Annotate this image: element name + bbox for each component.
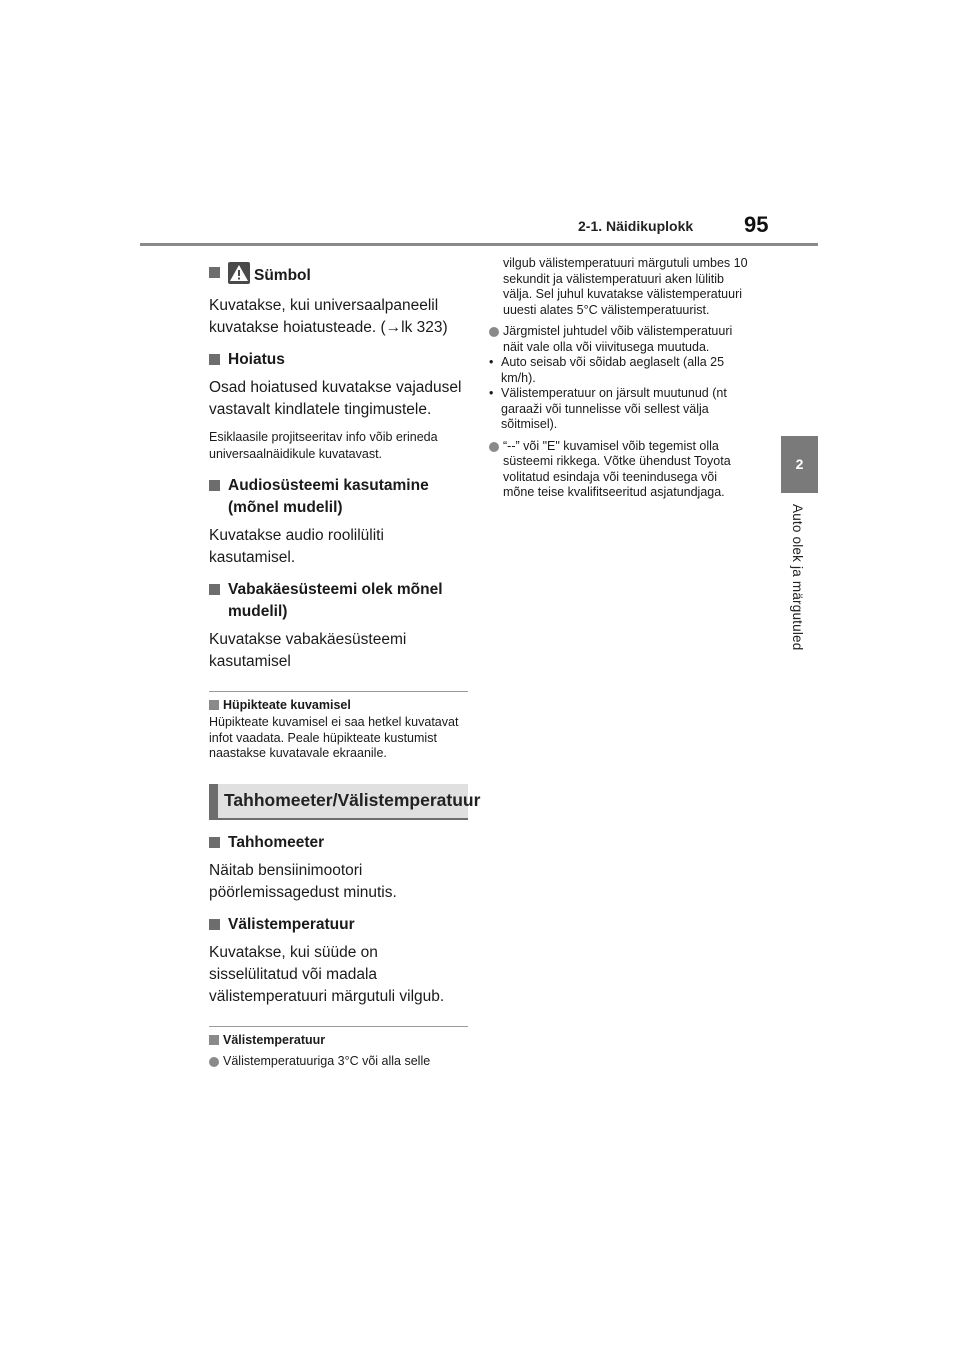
dash-bullet-icon: • xyxy=(489,386,494,400)
square-bullet-icon xyxy=(209,700,219,710)
handsfree-heading-text: Vabakäesüsteemi olek mõnel mudelil) xyxy=(228,581,443,620)
square-bullet-icon xyxy=(209,267,220,278)
popup-note-heading-text: Hüpikteate kuvamisel xyxy=(223,698,351,712)
hoiatus-heading xyxy=(209,349,468,371)
left-column xyxy=(209,262,481,1069)
square-bullet-icon xyxy=(209,480,220,491)
chapter-tab: 2 xyxy=(781,436,818,493)
tacho-heading xyxy=(209,832,468,854)
square-bullet-icon xyxy=(209,1035,219,1045)
note-bullet-text: “--” või "E" kuvamisel võib tegemist olla süsteemi rikkega. Võtke ühendust Toyota volitatud esindaja või teenindusega või mõne teise kvalifitseeritud asjatundjaga. xyxy=(503,438,731,499)
page-number: 95 xyxy=(744,212,769,237)
dash-item xyxy=(489,355,751,386)
section-label: 2-1. Näidikuplokk xyxy=(578,218,694,234)
section-banner: Tahhomeeter/Välistemperatuur xyxy=(209,784,468,820)
note-divider xyxy=(209,1026,468,1027)
dash-bullet-icon: • xyxy=(489,355,494,369)
square-bullet-icon xyxy=(209,354,220,365)
header-divider xyxy=(140,243,818,246)
warning-icon xyxy=(228,262,250,284)
hoiatus-text: Osad hoiatused kuvatakse vajadusel vastavalt kindlatele tingimustele. xyxy=(209,379,462,418)
dash-item-text: Välistemperatuur on järsult muutunud (nt garaaži või tunnelisse või sellest välja sõitmisel). xyxy=(501,386,727,431)
handsfree-heading xyxy=(209,579,468,623)
popup-note-heading xyxy=(209,697,468,713)
dash-item-text: Auto seisab või sõidab aeglaselt (alla 25 km/h). xyxy=(501,355,725,385)
note-divider xyxy=(209,691,468,692)
continued-text: vilgub välistemperatuuri märgutuli umbes 10 sekundit ja välistemperatuuri aken lülitib välja. Sel juhul kuvatakse välistemperatuuri uuesti alates 5°C välistemperatuurist. xyxy=(503,256,748,317)
symbol-text: Kuvatakse, kui universaalpaneelil kuvatakse hoiatusteade. (→lk 323) xyxy=(209,297,448,336)
temp-heading xyxy=(209,914,468,936)
circle-bullet-icon xyxy=(209,1057,219,1067)
handsfree-text: Kuvatakse vabakäesüsteemi kasutamisel xyxy=(209,631,407,670)
temp-heading-text: Välistemperatuur xyxy=(228,915,355,933)
temp-note-heading xyxy=(209,1032,468,1048)
hoiatus-note: Esiklaasile projitseeritav info võib erineda universaalnäidikule kuvatavast. xyxy=(209,430,438,461)
temp-note-bullet xyxy=(209,1054,468,1070)
audio-heading xyxy=(209,475,468,519)
symbol-heading xyxy=(209,262,468,287)
note-bullet xyxy=(489,439,751,501)
chapter-title: Auto olek ja märgutuled xyxy=(790,504,805,651)
tacho-heading-text: Tahhomeeter xyxy=(228,833,325,851)
tacho-text: Näitab bensiinimootori pöörlemissagedust minutis. xyxy=(209,861,397,901)
temp-note-bullet-text: Välistemperatuuriga 3°C või alla selle xyxy=(223,1053,431,1068)
audio-heading-text: Audiosüsteemi kasutamine (mõnel mudelil) xyxy=(228,477,429,516)
square-bullet-icon xyxy=(209,919,220,930)
square-bullet-icon xyxy=(209,837,220,848)
note-bullet-text: Järgmistel juhtudel võib välistemperatuuri näit vale olla või viivitusega muutuda. xyxy=(503,324,733,354)
square-bullet-icon xyxy=(209,584,220,595)
hoiatus-heading-text: Hoiatus xyxy=(228,351,285,368)
dash-item xyxy=(489,386,751,433)
right-column xyxy=(489,256,751,501)
symbol-heading-text: Sümbol xyxy=(254,267,311,284)
note-bullet xyxy=(489,324,751,355)
temp-text: Kuvatakse, kui süüde on sisselülitatud või madala välistemperatuuri märgutuli vilgub. xyxy=(209,943,445,1005)
circle-bullet-icon xyxy=(489,442,499,452)
circle-bullet-icon xyxy=(489,327,499,337)
popup-note-text: Hüpikteate kuvamisel ei saa hetkel kuvatavat infot vaadata. Peale hüpikteate kustumist naastakse kuvatavale ekraanile. xyxy=(209,715,459,760)
audio-text: Kuvatakse audio roolilüliti kasutamisel. xyxy=(209,527,384,566)
temp-note-heading-text: Välistemperatuur xyxy=(223,1032,326,1047)
